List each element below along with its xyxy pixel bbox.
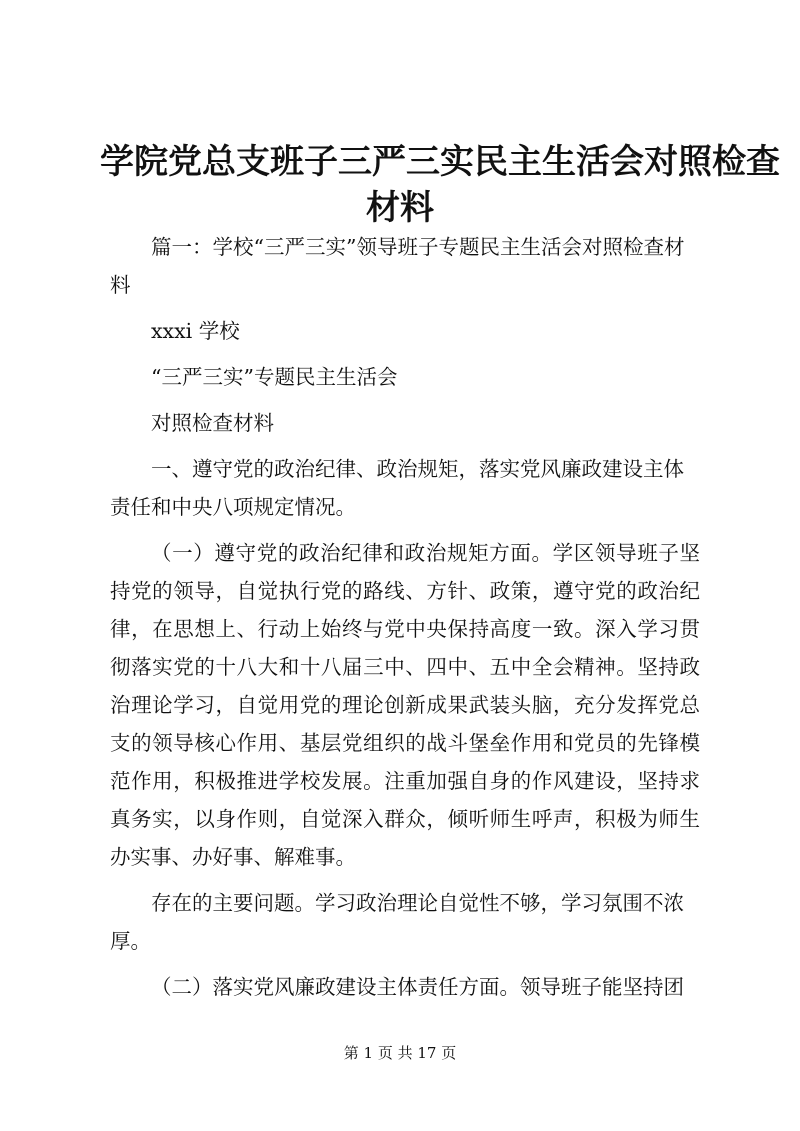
- page-footer: 第 1 页 共 17 页: [343, 1044, 457, 1062]
- article-title: 篇一：学校“三严三实”领导班子专题民主生活会对照检查材料: [110, 235, 685, 297]
- meeting-name: “三严三实”专题民主生活会: [151, 365, 398, 389]
- check-material-label: 对照检查材料: [151, 411, 274, 435]
- problems-paragraph: 存在的主要问题。学习政治理论自觉性不够，学习氛围不浓厚。: [110, 891, 684, 953]
- school-name: xxxi 学校: [151, 319, 240, 343]
- document-body: [110, 228, 700, 1006]
- subsection-1-paragraph: （一）遵守党的政治纪律和政治规矩方面。学区领导班子坚持党的领导，自觉执行党的路线、方针、政策，遵守党的政治纪律，在思想上、行动上始终与党中央保持高度一致。深入学习贯彻落实党的十八大和十八届三中、四中、五中全会精神。坚持政治理论学习，自觉用党的理论创新成果武装头脑，充分发挥党总支的领导核心作用、基层党组织的战斗堡垒作用和党员的先锋模范作用，积极推进学校发展。注重加强自身的作风建设，坚持求真务实，以身作则，自觉深入群众，倾听师生呼声，积极为师生办实事、办好事、解难事。: [110, 541, 700, 869]
- document-title-line-1: 学院党总支班子三严三实民主生活会对照检查: [100, 142, 780, 182]
- subsection-2-paragraph: （二）落实党风廉政建设主体责任方面。领导班子能坚持团: [151, 975, 684, 999]
- document-title-line-2: 材料: [366, 188, 434, 228]
- section-1-heading: 一、遵守党的政治纪律、政治规矩，落实党风廉政建设主体责任和中央八项规定情况。: [110, 457, 684, 519]
